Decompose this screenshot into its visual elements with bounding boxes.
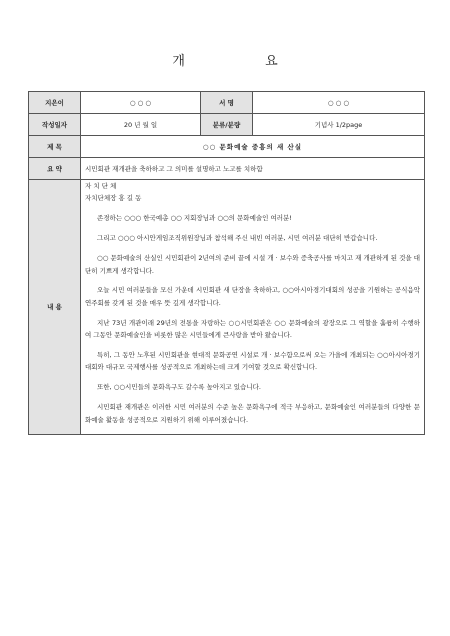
paragraph: 지난 73년 개관이래 29년의 전통을 자랑하는 ○○시민회관은 ○○ 문화예술의 광장으로 그 역할을 훌륭히 수행하여 그동안 문화예술인을 비롯한 많은 시민들에게 큰사랑을 받아 왔습니다. <box>85 318 420 340</box>
category-value: 기념사 1/2page <box>253 114 425 136</box>
author-row <box>29 92 425 114</box>
subject-row <box>29 136 425 158</box>
signature-value: ○ ○ ○ <box>253 92 425 114</box>
date-label: 작성일자 <box>29 114 81 136</box>
paragraph: 그리고 ○○○ 아시안게임조직위원장님과 참석해 주신 내빈 여러분, 시민 여러분 대단히 반갑습니다. <box>97 234 378 243</box>
paragraph: 오늘 시민 여러분들을 모신 가운데 시민회관 새 단장을 축하하고, ○○아시아경기대회의 성공을 기원하는 공식음악 연주회를 갖게 된 것을 매우 뜻 깊게 생각합니다. <box>85 286 420 307</box>
content-label: 내 용 <box>29 180 81 435</box>
paragraph: 시민회관 재개관은 이러한 시민 여러분의 수준 높은 문화욕구에 적극 부응하고, 문화예술인 여러분들의 다양한 문화예술 활동을 성공적으로 지원하기 위해 이루어졌습니다. <box>85 403 420 424</box>
paragraph: 또한, ○○시민들의 문화욕구도 갈수록 높아지고 있습니다. <box>97 383 261 392</box>
sender-line-2: 자치단체장 홍 길 동 <box>85 194 142 203</box>
page-title: 개 요 <box>172 54 316 69</box>
document-form-table <box>28 91 425 435</box>
category-label: 분류/분량 <box>201 114 253 136</box>
date-row <box>29 114 425 136</box>
summary-value: 시민회관 재개관을 축하하고 그 의미를 설명하고 노고를 치하함 <box>81 158 425 180</box>
paragraph: 존경하는 ○○○ 한국예총 ○○ 지회장님과 ○○의 문화예술인 여러분! <box>97 214 292 223</box>
summary-label: 요 약 <box>29 158 81 180</box>
content-body <box>81 180 425 435</box>
subject-value: ○○ 문화예술 중흥의 새 산실 <box>81 136 425 158</box>
author-label: 지은이 <box>29 92 81 114</box>
subject-label: 제 목 <box>29 136 81 158</box>
signature-label: 서 명 <box>201 92 253 114</box>
paragraph: ○○ 문화예술의 산실인 시민회관이 2년여의 준비 끝에 시설 개 · 보수와 증축공사를 마치고 재 개관하게 된 것을 대단히 기쁘게 생각합니다. <box>85 254 420 275</box>
content-row <box>29 180 425 435</box>
date-value: 20 년 월 일 <box>81 114 201 136</box>
sender-line-1: 자 치 단 체 <box>85 182 117 190</box>
paragraph: 특히, 그 동안 노후된 시민회관을 현대적 문화공연 시설로 개 · 보수함으로써 오는 가을에 개최되는 ○○아시아경기대회와 대규모 국제행사를 성공적으로 개최하는데 크게 기여할 것으로 확신합니다. <box>85 351 420 372</box>
summary-row <box>29 158 425 180</box>
author-value: ○ ○ ○ <box>81 92 201 114</box>
